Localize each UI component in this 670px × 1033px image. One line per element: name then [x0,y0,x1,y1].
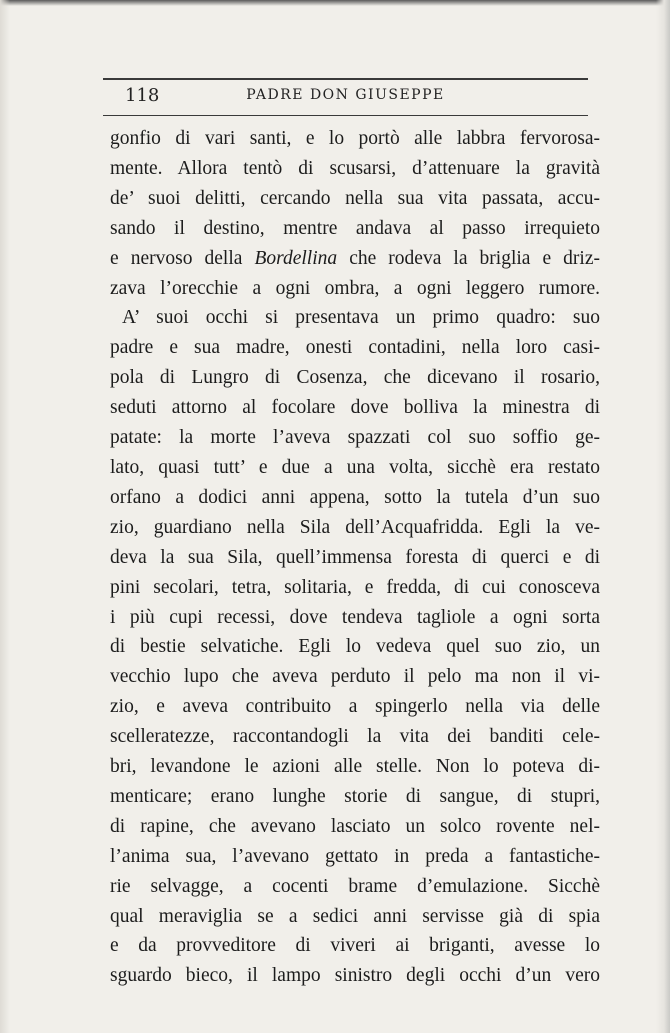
page-right-edge [656,0,670,1033]
text-line: e da provveditore di viveri ai briganti, avesse lo [110,935,600,957]
text-line: l’anima sua, l’avevano gettato in preda a fantastiche- [110,845,600,867]
page-number: 118 [125,85,160,106]
text-line: pola di Lungro di Cosenza, che dicevano il rosario, [110,367,600,389]
text-line: i più cupi recessi, dove tendeva tagliole a ogni sorta [110,606,600,628]
text-line [110,244,600,274]
italic-word: Bordellina [254,247,338,269]
page-left-edge [0,0,10,1033]
running-header [103,83,588,111]
text-line: zio, guardiano nella Sila dell’Acquafridda. Egli la ve- [110,516,600,538]
body-text [110,124,600,991]
text-line: seduti attorno al focolare dove bolliva la minestra di [110,397,600,419]
text-line: orfano a dodici anni appena, sotto la tutela d’un suo [110,486,600,508]
text-line: rie selvagge, a cocenti brame d’emulazione. Sicchè [110,875,600,897]
text-line: lato, quasi tutt’ e due a una volta, sicchè era restato [110,456,600,478]
text-line: deva la sua Sila, quell’immensa foresta di querci e di [110,546,600,568]
text-line: di bestie selvatiche. Egli lo vedeva quel suo zio, un [110,636,600,658]
text-line: bri, levandone le azioni alle stelle. Non lo poteva di- [110,756,600,778]
text-line: patate: la morte l’aveva spazzati col suo soffio ge- [110,427,600,449]
text-line: sando il destino, mentre andava al passo irrequieto [110,217,600,239]
header-bottom-rule [103,115,588,116]
text-line: padre e sua madre, onesti contadini, nella loro casi- [110,337,600,359]
text-line: zio, e aveva contribuito a spingerlo nella via delle [110,696,600,718]
text-segment: e nervoso della [110,247,255,269]
text-line: vecchio lupo che aveva perduto il pelo ma non il vi- [110,666,600,688]
text-segment: che rodeva la briglia e driz- [337,247,600,269]
paragraph-start-line: A’ suoi occhi si presentava un primo quadro: suo [122,307,600,329]
running-title: PADRE DON GIUSEPPE [246,87,445,103]
text-line: di rapine, che avevano lasciato un solco rovente nel- [110,815,600,837]
text-line: sguardo bieco, il lampo sinistro degli occhi d’un vero [110,965,600,987]
text-line: pini secolari, tetra, solitaria, e fredda, di cui conosceva [110,576,600,598]
header-top-rule [103,78,588,80]
text-line: qual meraviglia se a sedici anni servisse già di spia [110,905,600,927]
text-line: mente. Allora tentò di scusarsi, d’attenuare la gravità [110,157,600,179]
text-line: scelleratezze, raccontandogli la vita dei banditi cele- [110,726,600,748]
text-line: de’ suoi delitti, cercando nella sua vita passata, accu- [110,187,600,209]
text-line: menticare; erano lunghe storie di sangue, di stupri, [110,785,600,807]
text-line: zava l’orecchie a ogni ombra, a ogni leggero rumore. [110,277,600,299]
text-line: gonfio di vari santi, e lo portò alle labbra fervorosa- [110,128,600,149]
